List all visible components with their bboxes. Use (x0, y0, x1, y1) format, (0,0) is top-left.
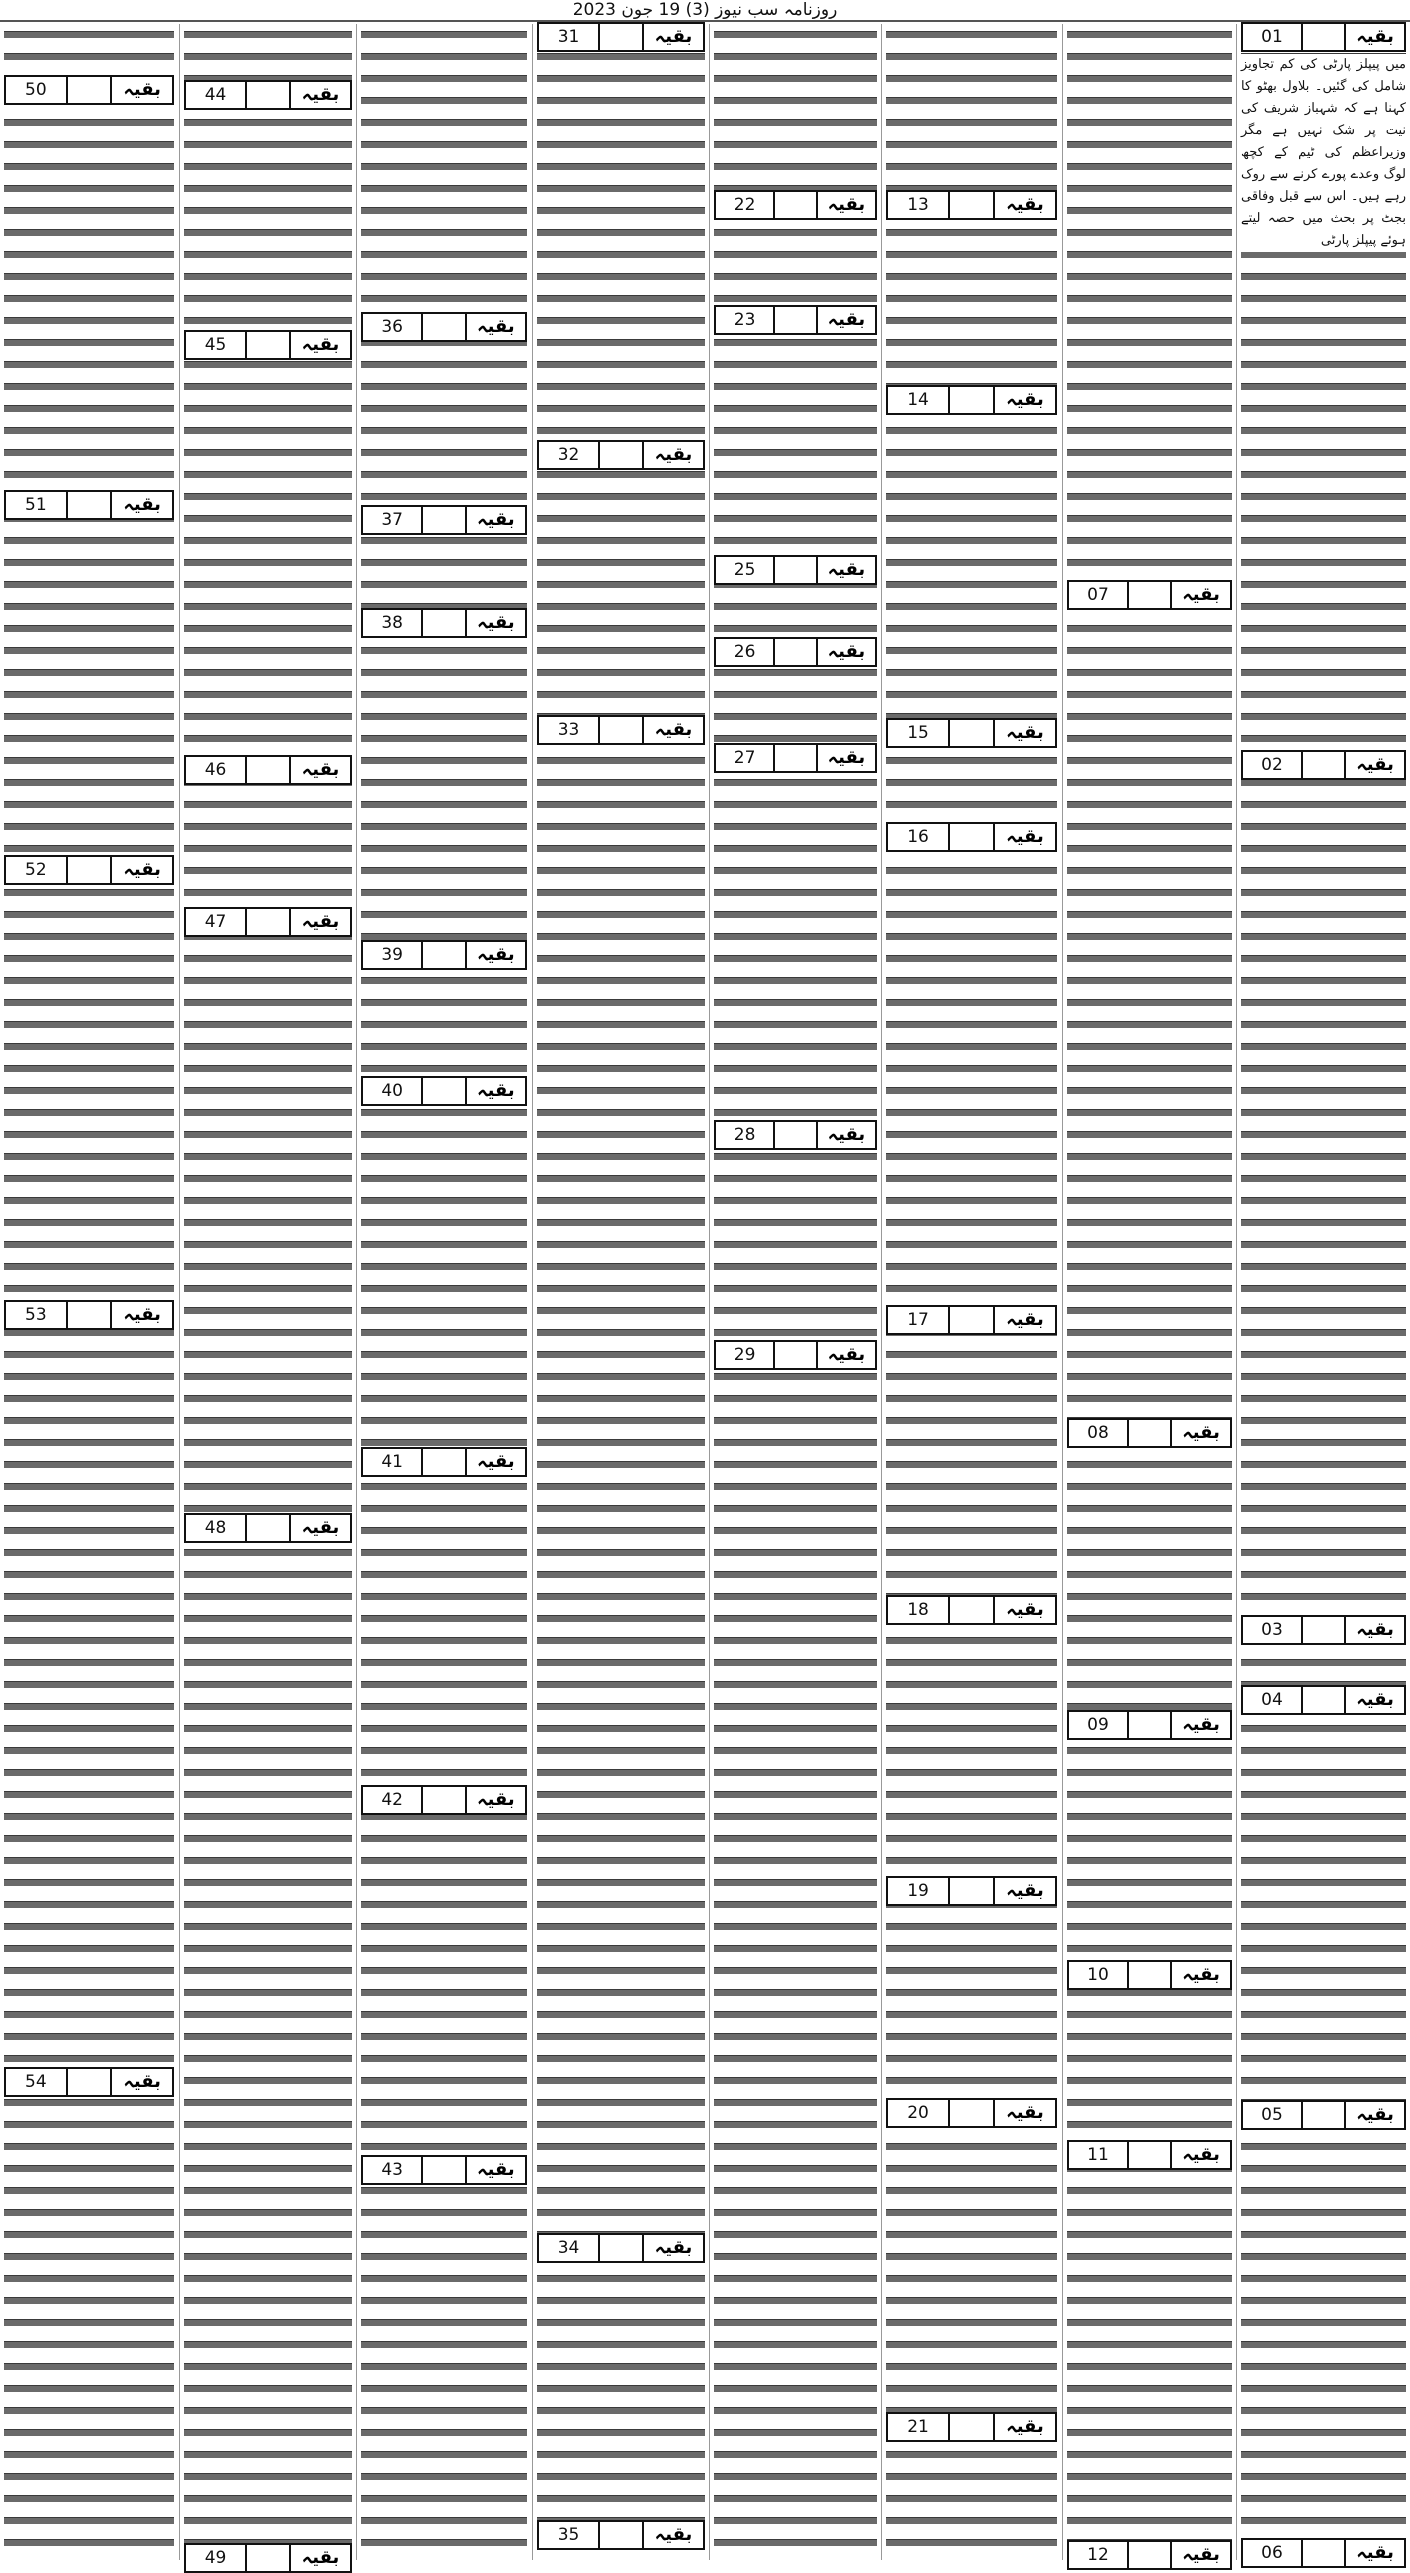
continuation-badge (4, 1300, 174, 1330)
badge-spacer (950, 387, 995, 413)
badge-spacer (1303, 752, 1346, 778)
continuation-label: بقیہ (827, 1344, 866, 1365)
badge-spacer (423, 1787, 466, 1813)
badge-spacer (600, 442, 644, 468)
continuation-label: بقیہ (1006, 722, 1044, 743)
badge-spacer (1303, 2540, 1346, 2566)
badge-spacer (1303, 1617, 1346, 1643)
continuation-badge (1067, 1960, 1232, 1990)
continuation-label: بقیہ (654, 719, 693, 740)
continuation-number: 13 (888, 192, 950, 218)
masthead-rule (0, 20, 1410, 22)
news-column (357, 24, 531, 2560)
continuation-number: 15 (888, 720, 950, 746)
continuation-number: 31 (539, 24, 600, 50)
masthead: روزنامہ سب نیوز (3) 19 جون 2023 (572, 0, 838, 20)
continuation-number: 01 (1243, 24, 1303, 50)
continuation-label: بقیہ (654, 2237, 693, 2258)
badge-spacer (1303, 24, 1346, 50)
continuation-number: 06 (1243, 2540, 1303, 2566)
continuation-number: 44 (186, 82, 247, 108)
continuation-badge (886, 822, 1057, 852)
badge-spacer (247, 332, 291, 358)
continuation-label: بقیہ (654, 26, 693, 47)
continuation-label: بقیہ (827, 559, 866, 580)
continuation-badge (537, 715, 705, 745)
continuation-badge (1241, 1685, 1406, 1715)
continuation-label: بقیہ (301, 334, 340, 355)
badge-spacer (775, 557, 818, 583)
continuation-number: 11 (1069, 2142, 1129, 2168)
continuation-badge (714, 305, 877, 335)
badge-spacer (775, 192, 818, 218)
continuation-label: بقیہ (1006, 1880, 1044, 1901)
continuation-badge (4, 2067, 174, 2097)
continuation-badge (1241, 750, 1406, 780)
continuation-number: 52 (6, 857, 68, 883)
badge-spacer (1303, 1687, 1346, 1713)
continuation-label: بقیہ (1006, 1599, 1044, 1620)
continuation-label: بقیہ (1006, 389, 1044, 410)
continuation-badge (714, 743, 877, 773)
continuation-badge (537, 2233, 705, 2263)
continuation-number: 07 (1069, 582, 1129, 608)
continuation-number: 28 (716, 1122, 775, 1148)
continuation-number: 33 (539, 717, 600, 743)
badge-spacer (68, 1302, 113, 1328)
badge-spacer (423, 1449, 466, 1475)
continuation-badge (886, 2412, 1057, 2442)
badge-spacer (950, 1597, 995, 1623)
continuation-number: 49 (186, 2545, 247, 2571)
news-column (882, 24, 1061, 2560)
continuation-badge (714, 190, 877, 220)
continuation-number: 43 (363, 2157, 423, 2183)
news-column (710, 24, 881, 2560)
continuation-badge (1241, 2538, 1406, 2568)
continuation-badge (1067, 2540, 1232, 2570)
continuation-label: بقیہ (1182, 2144, 1220, 2165)
badge-spacer (423, 507, 466, 533)
badge-spacer (1129, 1420, 1172, 1446)
badge-spacer (950, 1878, 995, 1904)
continuation-badge (4, 855, 174, 885)
continuation-badge (184, 80, 352, 110)
continuation-number: 02 (1243, 752, 1303, 778)
continuation-label: بقیہ (1356, 2104, 1394, 2125)
continuation-number: 14 (888, 387, 950, 413)
continuation-number: 17 (888, 1307, 950, 1333)
continuation-badge (1067, 580, 1232, 610)
continuation-label: بقیہ (301, 911, 340, 932)
continuation-label: بقیہ (827, 309, 866, 330)
continuation-number: 36 (363, 314, 423, 340)
continuation-badge (361, 312, 527, 342)
continuation-badge (714, 637, 877, 667)
continuation-number: 45 (186, 332, 247, 358)
continuation-label: بقیہ (123, 494, 161, 515)
continuation-label: بقیہ (1182, 1964, 1220, 1985)
continuation-number: 48 (186, 1515, 247, 1541)
continuation-badge (361, 608, 527, 638)
continuation-number: 19 (888, 1878, 950, 1904)
badge-spacer (247, 82, 291, 108)
continuation-number: 37 (363, 507, 423, 533)
continuation-number: 42 (363, 1787, 423, 1813)
continuation-badge (361, 1447, 527, 1477)
continuation-number: 32 (539, 442, 600, 468)
badge-spacer (423, 610, 466, 636)
continuation-badge (714, 1340, 877, 1370)
continuation-label: بقیہ (1182, 584, 1220, 605)
continuation-badge (537, 22, 705, 52)
column-divider (1062, 24, 1063, 2560)
badge-spacer (247, 909, 291, 935)
column-divider (709, 24, 710, 2560)
news-column (180, 24, 356, 2568)
continuation-label: بقیہ (1356, 26, 1394, 47)
badge-spacer (950, 1307, 995, 1333)
continuation-number: 27 (716, 745, 775, 771)
article-text: میں پیپلز پارٹی کی کم تجاویز شامل کی گئیں۔ بلاول بھٹو کا کہنا ہے کہ شہباز شریف کی نیت پر شک نہیں ہے مگر وزیراعظم کی ٹیم کے کچھ لوگ وعدے پورے کرنے سے روک رہے ہیں۔ اس سے قبل وفاقی بجٹ پر بحث میں حصہ لیتے ہوئے پیپلز پارٹی (1241, 54, 1406, 252)
continuation-number: 10 (1069, 1962, 1129, 1988)
continuation-number: 22 (716, 192, 775, 218)
continuation-badge (361, 2155, 527, 2185)
continuation-number: 04 (1243, 1687, 1303, 1713)
continuation-number: 41 (363, 1449, 423, 1475)
continuation-badge (184, 2543, 352, 2573)
continuation-badge (537, 440, 705, 470)
continuation-badge (361, 1785, 527, 1815)
continuation-label: بقیہ (1006, 2416, 1044, 2437)
continuation-number: 39 (363, 942, 423, 968)
continuation-number: 21 (888, 2414, 950, 2440)
column-divider (532, 24, 533, 2560)
badge-spacer (950, 720, 995, 746)
badge-spacer (600, 2522, 644, 2548)
continuation-badge (886, 1595, 1057, 1625)
badge-spacer (600, 717, 644, 743)
continuation-label: بقیہ (477, 1451, 515, 1472)
continuation-badge (184, 1513, 352, 1543)
badge-spacer (1129, 2142, 1172, 2168)
continuation-number: 34 (539, 2235, 600, 2261)
continuation-number: 03 (1243, 1617, 1303, 1643)
badge-spacer (950, 192, 995, 218)
continuation-label: بقیہ (123, 859, 161, 880)
continuation-badge (1067, 1418, 1232, 1448)
continuation-badge (4, 490, 174, 520)
badge-spacer (247, 2545, 291, 2571)
continuation-badge (537, 2520, 705, 2550)
badge-spacer (775, 639, 818, 665)
continuation-label: بقیہ (827, 641, 866, 662)
news-column (1063, 24, 1236, 2565)
continuation-badge (886, 385, 1057, 415)
continuation-label: بقیہ (1356, 1689, 1394, 1710)
continuation-badge (4, 75, 174, 105)
badge-spacer (950, 2414, 995, 2440)
continuation-number: 47 (186, 909, 247, 935)
continuation-label: بقیہ (1006, 194, 1044, 215)
badge-spacer (423, 942, 466, 968)
continuation-number: 23 (716, 307, 775, 333)
column-divider (356, 24, 357, 2560)
continuation-label: بقیہ (1182, 1422, 1220, 1443)
continuation-label: بقیہ (827, 1124, 866, 1145)
continuation-badge (361, 1076, 527, 1106)
badge-spacer (1129, 2542, 1172, 2568)
continuation-number: 09 (1069, 1712, 1129, 1738)
continuation-badge (184, 755, 352, 785)
continuation-number: 50 (6, 77, 68, 103)
badge-spacer (1129, 582, 1172, 608)
continuation-badge (1241, 2100, 1406, 2130)
continuation-label: بقیہ (477, 944, 515, 965)
badge-spacer (950, 2100, 995, 2126)
continuation-label: بقیہ (123, 79, 161, 100)
news-column (1237, 24, 1410, 2563)
continuation-badge (886, 1305, 1057, 1335)
continuation-badge (361, 940, 527, 970)
continuation-number: 18 (888, 1597, 950, 1623)
continuation-label: بقیہ (1356, 754, 1394, 775)
continuation-label: بقیہ (1356, 2542, 1394, 2563)
continuation-number: 08 (1069, 1420, 1129, 1446)
badge-spacer (68, 492, 113, 518)
continuation-label: بقیہ (827, 747, 866, 768)
badge-spacer (600, 2235, 644, 2261)
badge-spacer (1129, 1962, 1172, 1988)
continuation-number: 25 (716, 557, 775, 583)
badge-spacer (1129, 1712, 1172, 1738)
badge-spacer (423, 2157, 466, 2183)
continuation-label: بقیہ (301, 759, 340, 780)
continuation-badge (1241, 1615, 1406, 1645)
badge-spacer (950, 824, 995, 850)
badge-spacer (247, 1515, 291, 1541)
continuation-badge (886, 1876, 1057, 1906)
continuation-number: 54 (6, 2069, 68, 2095)
continuation-label: بقیہ (477, 316, 515, 337)
continuation-number: 20 (888, 2100, 950, 2126)
continuation-label: بقیہ (301, 2547, 340, 2568)
continuation-label: بقیہ (477, 2159, 515, 2180)
news-column (0, 24, 178, 2560)
badge-spacer (1303, 2102, 1346, 2128)
column-divider (1236, 24, 1237, 2560)
continuation-badge (184, 330, 352, 360)
badge-spacer (68, 2069, 113, 2095)
continuation-label: بقیہ (1182, 2544, 1220, 2565)
continuation-label: بقیہ (1006, 1309, 1044, 1330)
column-divider (179, 24, 180, 2560)
continuation-badge (714, 1120, 877, 1150)
continuation-badge (714, 555, 877, 585)
continuation-label: بقیہ (654, 444, 693, 465)
news-column (533, 24, 709, 2560)
continuation-label: بقیہ (123, 1304, 161, 1325)
continuation-badge (184, 907, 352, 937)
continuation-label: بقیہ (477, 612, 515, 633)
continuation-number: 51 (6, 492, 68, 518)
continuation-number: 12 (1069, 2542, 1129, 2568)
continuation-number: 16 (888, 824, 950, 850)
continuation-number: 29 (716, 1342, 775, 1368)
continuation-badge (886, 2098, 1057, 2128)
continuation-number: 46 (186, 757, 247, 783)
continuation-number: 53 (6, 1302, 68, 1328)
continuation-label: بقیہ (654, 2524, 693, 2545)
continuation-number: 05 (1243, 2102, 1303, 2128)
continuation-label: بقیہ (1182, 1714, 1220, 1735)
continuation-label: بقیہ (477, 1789, 515, 1810)
continuation-number: 35 (539, 2522, 600, 2548)
badge-spacer (423, 314, 466, 340)
continuation-label: بقیہ (1356, 1619, 1394, 1640)
column-divider (881, 24, 882, 2560)
badge-spacer (68, 857, 113, 883)
continuation-badge (886, 718, 1057, 748)
continuation-label: بقیہ (123, 2071, 161, 2092)
continuation-label: بقیہ (477, 509, 515, 530)
continuation-number: 38 (363, 610, 423, 636)
badge-spacer (775, 307, 818, 333)
continuation-badge (1067, 1710, 1232, 1740)
continuation-label: بقیہ (1006, 826, 1044, 847)
continuation-badge (1241, 22, 1406, 52)
continuation-number: 40 (363, 1078, 423, 1104)
continuation-badge (886, 190, 1057, 220)
badge-spacer (775, 1122, 818, 1148)
continuation-label: بقیہ (1006, 2102, 1044, 2123)
continuation-number: 26 (716, 639, 775, 665)
badge-spacer (600, 24, 644, 50)
continuation-label: بقیہ (301, 1517, 340, 1538)
continuation-label: بقیہ (827, 194, 866, 215)
badge-spacer (423, 1078, 466, 1104)
continuation-label: بقیہ (301, 84, 340, 105)
badge-spacer (247, 757, 291, 783)
continuation-label: بقیہ (477, 1080, 515, 1101)
continuation-badge (1067, 2140, 1232, 2170)
badge-spacer (775, 1342, 818, 1368)
badge-spacer (775, 745, 818, 771)
badge-spacer (68, 77, 113, 103)
continuation-badge (361, 505, 527, 535)
